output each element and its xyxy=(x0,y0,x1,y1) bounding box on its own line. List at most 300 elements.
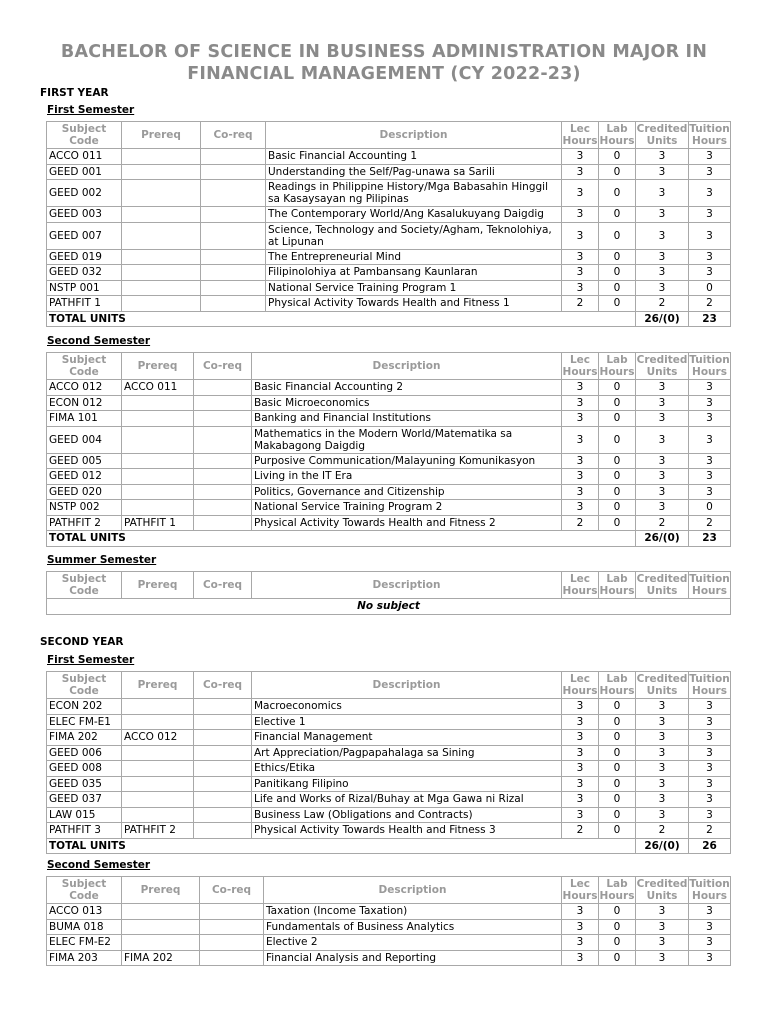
tuition-hours-cell: 3 xyxy=(689,792,731,808)
header-subject-code: Subject Code xyxy=(47,672,122,699)
description-cell: Life and Works of Rizal/Buhay at Mga Gawa ni Rizal xyxy=(252,792,562,808)
lec-hours-cell: 3 xyxy=(562,699,599,715)
credited-units-cell: 3 xyxy=(636,469,689,485)
prereq-cell xyxy=(122,280,201,296)
semester-heading: Second Semester xyxy=(47,859,151,871)
tuition-hours-cell: 3 xyxy=(689,453,731,469)
prereq-cell xyxy=(122,395,194,411)
table-row xyxy=(47,515,731,531)
lec-hours-cell: 3 xyxy=(562,904,599,920)
subject-code-cell: GEED 007 xyxy=(47,222,122,249)
tuition-hours-cell: 3 xyxy=(689,164,731,180)
subject-code-cell: GEED 004 xyxy=(47,426,122,453)
tuition-hours-cell: 3 xyxy=(689,904,731,920)
lec-hours-cell: 3 xyxy=(562,745,599,761)
table-row xyxy=(47,222,731,249)
table-header-row xyxy=(47,122,731,149)
subject-code-cell: GEED 003 xyxy=(47,207,122,223)
lec-hours-cell: 3 xyxy=(562,714,599,730)
prereq-cell xyxy=(122,249,201,265)
subject-code-cell: NSTP 002 xyxy=(47,500,122,516)
prereq-cell xyxy=(122,411,194,427)
credited-units-cell: 3 xyxy=(636,792,689,808)
tuition-hours-cell: 3 xyxy=(689,265,731,281)
lec-hours-cell: 3 xyxy=(562,792,599,808)
subject-code-cell: ELEC FM-E2 xyxy=(47,935,122,951)
prereq-cell: PATHFIT 1 xyxy=(122,515,194,531)
tuition-hours-cell: 3 xyxy=(689,484,731,500)
tuition-hours-cell: 3 xyxy=(689,745,731,761)
header-lec-hours: Lec Hours xyxy=(562,123,598,147)
header-tuition-hours: Tuition Hours xyxy=(689,573,730,597)
course-table xyxy=(46,571,731,615)
total-label: TOTAL UNITS xyxy=(47,311,636,327)
lab-hours-cell: 0 xyxy=(599,249,636,265)
year-heading: FIRST YEAR xyxy=(40,87,109,99)
coreq-cell xyxy=(194,380,252,396)
lab-hours-cell: 0 xyxy=(599,164,636,180)
table-row xyxy=(47,249,731,265)
credited-units-cell: 3 xyxy=(636,807,689,823)
header-lab-hours: Lab Hours xyxy=(599,123,635,147)
prereq-cell xyxy=(122,469,194,485)
coreq-cell xyxy=(201,180,266,207)
lab-hours-cell: 0 xyxy=(599,699,636,715)
tuition-hours-cell: 0 xyxy=(689,280,731,296)
header-description: Description xyxy=(264,877,562,904)
description-cell: Physical Activity Towards Health and Fitness 3 xyxy=(252,823,562,839)
coreq-cell xyxy=(200,935,264,951)
subject-code-cell: GEED 008 xyxy=(47,761,122,777)
credited-units-cell: 3 xyxy=(636,730,689,746)
subject-code-cell: NSTP 001 xyxy=(47,280,122,296)
header-tuition-hours: Tuition Hours xyxy=(689,878,730,902)
header-tuition-hours: Tuition Hours xyxy=(689,673,730,697)
table-row xyxy=(47,426,731,453)
coreq-cell xyxy=(194,469,252,485)
description-cell: Physical Activity Towards Health and Fitness 1 xyxy=(266,296,562,312)
subject-code-cell: BUMA 018 xyxy=(47,919,122,935)
tuition-hours-cell: 3 xyxy=(689,699,731,715)
tuition-hours-cell: 3 xyxy=(689,149,731,165)
header-tuition-hours: Tuition Hours xyxy=(689,354,730,378)
coreq-cell xyxy=(194,699,252,715)
total-tuition-hours: 23 xyxy=(689,531,731,547)
tuition-hours-cell: 3 xyxy=(689,807,731,823)
tuition-hours-cell: 3 xyxy=(689,395,731,411)
lab-hours-cell: 0 xyxy=(599,823,636,839)
prereq-cell xyxy=(122,904,200,920)
lab-hours-cell: 0 xyxy=(599,469,636,485)
header-lab-hours: Lab Hours xyxy=(599,354,635,378)
tuition-hours-cell: 3 xyxy=(689,411,731,427)
lab-hours-cell: 0 xyxy=(599,714,636,730)
semester-heading: First Semester xyxy=(47,654,135,666)
description-cell: Understanding the Self/Pag-unawa sa Sarili xyxy=(266,164,562,180)
tuition-hours-cell: 3 xyxy=(689,249,731,265)
tuition-hours-cell: 3 xyxy=(689,222,731,249)
lec-hours-cell: 2 xyxy=(562,296,599,312)
header-lab-hours: Lab Hours xyxy=(599,673,635,697)
credited-units-cell: 3 xyxy=(636,149,689,165)
description-cell: Taxation (Income Taxation) xyxy=(264,904,562,920)
lab-hours-cell: 0 xyxy=(599,730,636,746)
table-row xyxy=(47,950,731,966)
lec-hours-cell: 3 xyxy=(562,207,599,223)
table-row xyxy=(47,714,731,730)
tuition-hours-cell: 3 xyxy=(689,714,731,730)
semester-heading: Second Semester xyxy=(47,335,151,347)
table-row xyxy=(47,411,731,427)
prereq-cell xyxy=(122,745,194,761)
lab-hours-cell: 0 xyxy=(599,515,636,531)
lab-hours-cell: 0 xyxy=(599,950,636,966)
total-row xyxy=(47,531,731,547)
header-credited-units: Credited Units xyxy=(636,123,688,147)
table-row xyxy=(47,296,731,312)
header-coreq: Co-req xyxy=(194,572,252,599)
subject-code-cell: ECON 012 xyxy=(47,395,122,411)
lab-hours-cell: 0 xyxy=(599,426,636,453)
credited-units-cell: 3 xyxy=(636,265,689,281)
subject-code-cell: ELEC FM-E1 xyxy=(47,714,122,730)
coreq-cell xyxy=(200,950,264,966)
credited-units-cell: 3 xyxy=(636,500,689,516)
lec-hours-cell: 3 xyxy=(562,730,599,746)
coreq-cell xyxy=(194,453,252,469)
lec-hours-cell: 3 xyxy=(562,149,599,165)
table-row xyxy=(47,280,731,296)
header-description: Description xyxy=(252,353,562,380)
subject-code-cell: PATHFIT 3 xyxy=(47,823,122,839)
description-cell: Science, Technology and Society/Agham, Teknolohiya, at Lipunan xyxy=(266,222,562,249)
coreq-cell xyxy=(201,164,266,180)
subject-code-cell: GEED 002 xyxy=(47,180,122,207)
coreq-cell xyxy=(194,484,252,500)
lab-hours-cell: 0 xyxy=(599,453,636,469)
lec-hours-cell: 3 xyxy=(562,935,599,951)
page-title: BACHELOR OF SCIENCE IN BUSINESS ADMINISTRATION MAJOR IN FINANCIAL MANAGEMENT (CY 2022-23) xyxy=(60,42,708,84)
credited-units-cell: 3 xyxy=(636,411,689,427)
prereq-cell xyxy=(122,500,194,516)
description-cell: Basic Microeconomics xyxy=(252,395,562,411)
lec-hours-cell: 3 xyxy=(562,222,599,249)
description-cell: Art Appreciation/Pagpapahalaga sa Sining xyxy=(252,745,562,761)
subject-code-cell: GEED 019 xyxy=(47,249,122,265)
subject-code-cell: ACCO 011 xyxy=(47,149,122,165)
subject-code-cell: GEED 001 xyxy=(47,164,122,180)
header-lec-hours: Lec Hours xyxy=(562,354,598,378)
coreq-cell xyxy=(194,745,252,761)
lab-hours-cell: 0 xyxy=(599,395,636,411)
description-cell: Panitikang Filipino xyxy=(252,776,562,792)
table-row xyxy=(47,792,731,808)
credited-units-cell: 3 xyxy=(636,935,689,951)
prereq-cell xyxy=(122,222,201,249)
description-cell: Banking and Financial Institutions xyxy=(252,411,562,427)
tuition-hours-cell: 3 xyxy=(689,180,731,207)
tuition-hours-cell: 3 xyxy=(689,761,731,777)
table-row xyxy=(47,500,731,516)
header-description: Description xyxy=(266,122,562,149)
lab-hours-cell: 0 xyxy=(599,761,636,777)
header-description: Description xyxy=(252,672,562,699)
coreq-cell xyxy=(201,149,266,165)
credited-units-cell: 3 xyxy=(636,484,689,500)
header-subject-code: Subject Code xyxy=(47,877,122,904)
subject-code-cell: FIMA 203 xyxy=(47,950,122,966)
tuition-hours-cell: 3 xyxy=(689,730,731,746)
prereq-cell xyxy=(122,935,200,951)
header-lec-hours: Lec Hours xyxy=(562,878,598,902)
tuition-hours-cell: 2 xyxy=(689,823,731,839)
description-cell: Fundamentals of Business Analytics xyxy=(264,919,562,935)
lec-hours-cell: 3 xyxy=(562,180,599,207)
table-row xyxy=(47,776,731,792)
description-cell: Mathematics in the Modern World/Matematika sa Makabagong Daigdig xyxy=(252,426,562,453)
lec-hours-cell: 3 xyxy=(562,164,599,180)
prereq-cell xyxy=(122,426,194,453)
tuition-hours-cell: 3 xyxy=(689,950,731,966)
lab-hours-cell: 0 xyxy=(599,380,636,396)
lab-hours-cell: 0 xyxy=(599,411,636,427)
description-cell: Elective 2 xyxy=(264,935,562,951)
prereq-cell xyxy=(122,180,201,207)
description-cell: National Service Training Program 1 xyxy=(266,280,562,296)
tuition-hours-cell: 2 xyxy=(689,296,731,312)
header-coreq: Co-req xyxy=(194,353,252,380)
header-credited-units: Credited Units xyxy=(636,573,688,597)
header-tuition-hours: Tuition Hours xyxy=(689,123,730,147)
description-cell: Financial Management xyxy=(252,730,562,746)
table-row xyxy=(47,730,731,746)
prereq-cell xyxy=(122,792,194,808)
credited-units-cell: 3 xyxy=(636,426,689,453)
subject-code-cell: GEED 037 xyxy=(47,792,122,808)
lec-hours-cell: 2 xyxy=(562,823,599,839)
lec-hours-cell: 3 xyxy=(562,411,599,427)
prereq-cell: ACCO 012 xyxy=(122,730,194,746)
lab-hours-cell: 0 xyxy=(599,180,636,207)
header-coreq: Co-req xyxy=(200,877,264,904)
coreq-cell xyxy=(194,411,252,427)
prereq-cell xyxy=(122,807,194,823)
table-row xyxy=(47,484,731,500)
lec-hours-cell: 3 xyxy=(562,453,599,469)
credited-units-cell: 3 xyxy=(636,453,689,469)
prereq-cell xyxy=(122,714,194,730)
coreq-cell xyxy=(200,904,264,920)
credited-units-cell: 3 xyxy=(636,395,689,411)
lec-hours-cell: 2 xyxy=(562,515,599,531)
credited-units-cell: 3 xyxy=(636,950,689,966)
table-row xyxy=(47,761,731,777)
coreq-cell xyxy=(194,807,252,823)
total-row xyxy=(47,311,731,327)
description-cell: Filipinolohiya at Pambansang Kaunlaran xyxy=(266,265,562,281)
credited-units-cell: 3 xyxy=(636,249,689,265)
lab-hours-cell: 0 xyxy=(599,745,636,761)
table-header-row xyxy=(47,877,731,904)
credited-units-cell: 2 xyxy=(636,296,689,312)
description-cell: Living in the IT Era xyxy=(252,469,562,485)
header-prereq: Prereq xyxy=(122,122,201,149)
credited-units-cell: 3 xyxy=(636,919,689,935)
subject-code-cell: ECON 202 xyxy=(47,699,122,715)
lec-hours-cell: 3 xyxy=(562,395,599,411)
coreq-cell xyxy=(201,265,266,281)
description-cell: Basic Financial Accounting 2 xyxy=(252,380,562,396)
lec-hours-cell: 3 xyxy=(562,807,599,823)
table-header-row xyxy=(47,572,731,599)
lec-hours-cell: 3 xyxy=(562,950,599,966)
subject-code-cell: PATHFIT 1 xyxy=(47,296,122,312)
lab-hours-cell: 0 xyxy=(599,149,636,165)
lab-hours-cell: 0 xyxy=(599,222,636,249)
total-credited-units: 26/(0) xyxy=(636,838,689,854)
coreq-cell xyxy=(194,730,252,746)
tuition-hours-cell: 3 xyxy=(689,935,731,951)
lab-hours-cell: 0 xyxy=(599,280,636,296)
credited-units-cell: 3 xyxy=(636,699,689,715)
header-subject-code: Subject Code xyxy=(47,572,122,599)
header-coreq: Co-req xyxy=(194,672,252,699)
prereq-cell xyxy=(122,265,201,281)
table-row xyxy=(47,919,731,935)
description-cell: Basic Financial Accounting 1 xyxy=(266,149,562,165)
description-cell: Readings in Philippine History/Mga Babasahin Hinggil sa Kasaysayan ng Pilipinas xyxy=(266,180,562,207)
coreq-cell xyxy=(194,776,252,792)
lab-hours-cell: 0 xyxy=(599,484,636,500)
subject-code-cell: FIMA 101 xyxy=(47,411,122,427)
lab-hours-cell: 0 xyxy=(599,807,636,823)
credited-units-cell: 3 xyxy=(636,207,689,223)
table-row xyxy=(47,807,731,823)
prereq-cell: PATHFIT 2 xyxy=(122,823,194,839)
total-tuition-hours: 23 xyxy=(689,311,731,327)
table-header-row xyxy=(47,353,731,380)
course-table xyxy=(46,671,731,854)
lec-hours-cell: 3 xyxy=(562,265,599,281)
table-row xyxy=(47,469,731,485)
coreq-cell xyxy=(194,426,252,453)
tuition-hours-cell: 3 xyxy=(689,776,731,792)
header-prereq: Prereq xyxy=(122,353,194,380)
table-row xyxy=(47,453,731,469)
subject-code-cell: GEED 032 xyxy=(47,265,122,281)
tuition-hours-cell: 2 xyxy=(689,515,731,531)
table-row xyxy=(47,164,731,180)
subject-code-cell: FIMA 202 xyxy=(47,730,122,746)
credited-units-cell: 3 xyxy=(636,180,689,207)
course-table xyxy=(46,352,731,547)
description-cell: Business Law (Obligations and Contracts) xyxy=(252,807,562,823)
prereq-cell xyxy=(122,296,201,312)
lab-hours-cell: 0 xyxy=(599,935,636,951)
prereq-cell xyxy=(122,761,194,777)
header-credited-units: Credited Units xyxy=(636,878,688,902)
lab-hours-cell: 0 xyxy=(599,207,636,223)
subject-code-cell: PATHFIT 2 xyxy=(47,515,122,531)
coreq-cell xyxy=(201,207,266,223)
subject-code-cell: GEED 020 xyxy=(47,484,122,500)
prereq-cell xyxy=(122,164,201,180)
credited-units-cell: 3 xyxy=(636,164,689,180)
total-label: TOTAL UNITS xyxy=(47,531,636,547)
credited-units-cell: 2 xyxy=(636,515,689,531)
lec-hours-cell: 3 xyxy=(562,761,599,777)
coreq-cell xyxy=(194,395,252,411)
table-row xyxy=(47,935,731,951)
total-credited-units: 26/(0) xyxy=(636,531,689,547)
year-heading: SECOND YEAR xyxy=(40,636,124,648)
tuition-hours-cell: 3 xyxy=(689,426,731,453)
lec-hours-cell: 3 xyxy=(562,249,599,265)
coreq-cell xyxy=(201,249,266,265)
table-row xyxy=(47,904,731,920)
tuition-hours-cell: 3 xyxy=(689,380,731,396)
subject-code-cell: GEED 035 xyxy=(47,776,122,792)
table-row xyxy=(47,823,731,839)
description-cell: The Entrepreneurial Mind xyxy=(266,249,562,265)
header-prereq: Prereq xyxy=(122,877,200,904)
description-cell: Politics, Governance and Citizenship xyxy=(252,484,562,500)
coreq-cell xyxy=(201,280,266,296)
header-description: Description xyxy=(252,572,562,599)
coreq-cell xyxy=(194,792,252,808)
description-cell: Purposive Communication/Malayuning Komunikasyon xyxy=(252,453,562,469)
no-subject-note: No subject xyxy=(47,599,731,615)
header-subject-code: Subject Code xyxy=(47,122,122,149)
lec-hours-cell: 3 xyxy=(562,469,599,485)
lab-hours-cell: 0 xyxy=(599,919,636,935)
credited-units-cell: 3 xyxy=(636,776,689,792)
lec-hours-cell: 3 xyxy=(562,919,599,935)
description-cell: Ethics/Etika xyxy=(252,761,562,777)
course-table xyxy=(46,121,731,327)
description-cell: Physical Activity Towards Health and Fitness 2 xyxy=(252,515,562,531)
coreq-cell xyxy=(201,296,266,312)
semester-heading: Summer Semester xyxy=(47,554,157,566)
subject-code-cell: ACCO 012 xyxy=(47,380,122,396)
description-cell: National Service Training Program 2 xyxy=(252,500,562,516)
prereq-cell xyxy=(122,453,194,469)
description-cell: Elective 1 xyxy=(252,714,562,730)
tuition-hours-cell: 3 xyxy=(689,919,731,935)
lab-hours-cell: 0 xyxy=(599,296,636,312)
table-row xyxy=(47,265,731,281)
credited-units-cell: 3 xyxy=(636,745,689,761)
header-credited-units: Credited Units xyxy=(636,673,688,697)
tuition-hours-cell: 0 xyxy=(689,500,731,516)
header-subject-code: Subject Code xyxy=(47,353,122,380)
description-cell: Financial Analysis and Reporting xyxy=(264,950,562,966)
lec-hours-cell: 3 xyxy=(562,500,599,516)
coreq-cell xyxy=(194,500,252,516)
table-row xyxy=(47,745,731,761)
coreq-cell xyxy=(194,515,252,531)
credited-units-cell: 3 xyxy=(636,280,689,296)
prereq-cell xyxy=(122,149,201,165)
subject-code-cell: LAW 015 xyxy=(47,807,122,823)
coreq-cell xyxy=(200,919,264,935)
table-row xyxy=(47,599,731,615)
prereq-cell xyxy=(122,484,194,500)
table-row xyxy=(47,149,731,165)
table-row xyxy=(47,207,731,223)
header-prereq: Prereq xyxy=(122,572,194,599)
table-row xyxy=(47,180,731,207)
